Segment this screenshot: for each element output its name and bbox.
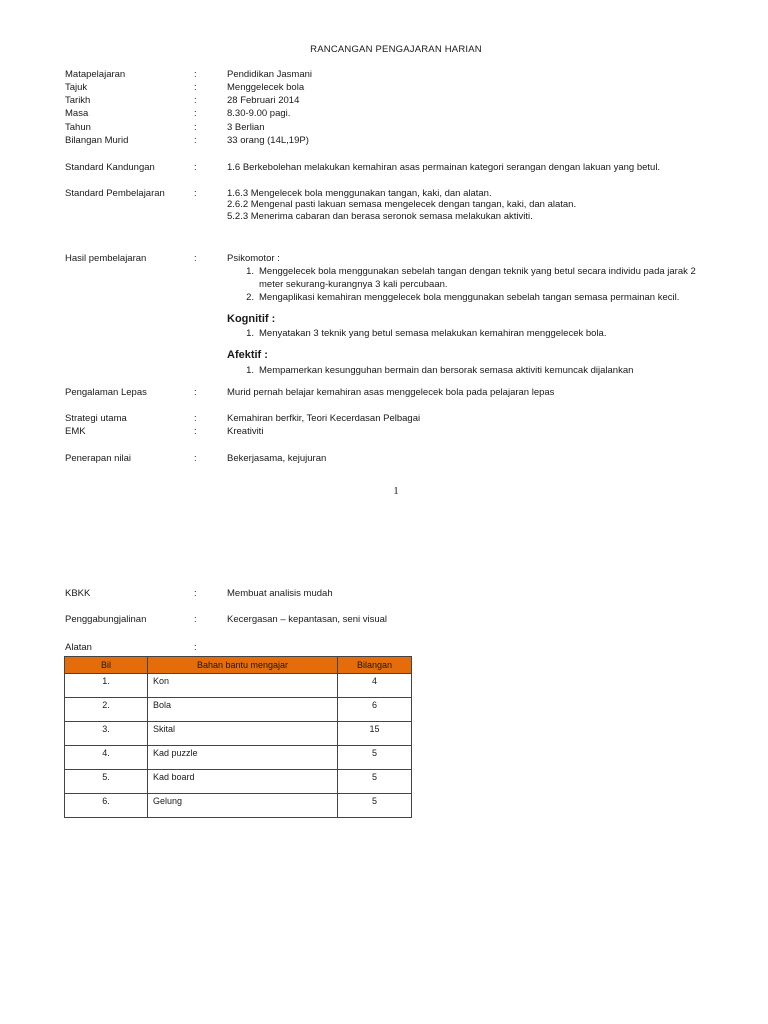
list-number: 1. xyxy=(246,365,254,376)
psikomotor-item: Menggelecek bola menggunakan sebelah tangan dengan teknik yang betul secara individu pada jarak 2 xyxy=(259,266,696,277)
standard-pembelajaran-line: 5.2.3 Menerima cabaran dan berasa seronok semasa melakukan aktiviti. xyxy=(227,211,533,222)
value-masa: 8.30-9.00 pagi. xyxy=(227,108,291,119)
table-cell-bilangan: 5 xyxy=(338,746,412,770)
page-title: RANCANGAN PENGAJARAN HARIAN xyxy=(310,44,482,55)
psikomotor-heading: Psikomotor : xyxy=(227,253,280,264)
label-tarikh: Tarikh xyxy=(65,95,91,106)
list-number: 2. xyxy=(246,292,254,303)
table-cell-bil: 6. xyxy=(65,794,148,818)
label-alatan: Alatan xyxy=(65,642,92,653)
value-penggabungjalinan: Kecergasan – kepantasan, seni visual xyxy=(227,614,388,625)
colon: : xyxy=(194,642,197,653)
colon: : xyxy=(194,122,197,133)
list-number: 1. xyxy=(246,328,254,339)
table-cell-bahan: Kad board xyxy=(148,770,338,794)
table-cell-bilangan: 15 xyxy=(338,722,412,746)
psikomotor-item: Mengaplikasi kemahiran menggelecek bola menggunakan sebelah tangan semasa permainan kecil. xyxy=(259,292,680,303)
label-emk: EMK xyxy=(65,426,86,437)
label-kbkk: KBKK xyxy=(65,588,91,599)
table-cell-bil: 5. xyxy=(65,770,148,794)
colon: : xyxy=(194,108,197,119)
value-penerapan-nilai: Bekerjasama, kejujuran xyxy=(227,453,327,464)
label-strategi-utama: Strategi utama xyxy=(65,413,127,424)
table-cell-bil: 3. xyxy=(65,722,148,746)
table-cell-bil: 2. xyxy=(65,698,148,722)
kognitif-heading: Kognitif : xyxy=(227,313,276,325)
table-row xyxy=(65,698,412,722)
table-cell-bil: 1. xyxy=(65,674,148,698)
table-header-bilangan: Bilangan xyxy=(338,657,412,674)
alatan-table xyxy=(64,656,412,818)
colon: : xyxy=(194,426,197,437)
label-tahun: Tahun xyxy=(65,122,91,133)
colon: : xyxy=(194,253,197,264)
colon: : xyxy=(194,413,197,424)
table-row xyxy=(65,794,412,818)
standard-pembelajaran-line: 2.6.2 Mengenal pasti lakuan semasa mengelecek dengan tangan, kaki, dan alatan. xyxy=(227,199,577,210)
label-matapelajaran: Matapelajaran xyxy=(65,69,126,80)
table-row xyxy=(65,674,412,698)
colon: : xyxy=(194,453,197,464)
label-masa: Masa xyxy=(65,108,89,119)
label-bilangan-murid: Bilangan Murid xyxy=(65,135,129,146)
page-number: 1 xyxy=(393,485,399,497)
table-cell-bil: 4. xyxy=(65,746,148,770)
table-row xyxy=(65,770,412,794)
value-tahun: 3 Berlian xyxy=(227,122,265,133)
colon: : xyxy=(194,82,197,93)
value-strategi-utama: Kemahiran berfkir, Teori Kecerdasan Pelbagai xyxy=(227,413,421,424)
value-pengalaman-lepas: Murid pernah belajar kemahiran asas menggelecek bola pada pelajaran lepas xyxy=(227,387,555,398)
table-cell-bahan: Gelung xyxy=(148,794,338,818)
value-emk: Kreativiti xyxy=(227,426,264,437)
label-tajuk: Tajuk xyxy=(65,82,88,93)
label-standard-pembelajaran: Standard Pembelajaran xyxy=(65,188,165,199)
colon: : xyxy=(194,387,197,398)
value-matapelajaran: Pendidikan Jasmani xyxy=(227,69,313,80)
afektif-item: Mempamerkan kesungguhan bermain dan bersorak semasa aktiviti kemuncak dijalankan xyxy=(259,365,634,376)
colon: : xyxy=(194,162,197,173)
label-penerapan-nilai: Penerapan nilai xyxy=(65,453,132,464)
colon: : xyxy=(194,588,197,599)
table-cell-bilangan: 5 xyxy=(338,770,412,794)
table-row xyxy=(65,722,412,746)
table-cell-bahan: Kon xyxy=(148,674,338,698)
table-header-bil: Bil xyxy=(65,657,148,674)
label-penggabungjalinan: Penggabungjalinan xyxy=(65,614,147,625)
psikomotor-item: meter sekurang-kurangnya 3 kali percubaan. xyxy=(259,279,448,290)
table-cell-bahan: Bola xyxy=(148,698,338,722)
value-tarikh: 28 Februari 2014 xyxy=(227,95,300,106)
table-cell-bilangan: 6 xyxy=(338,698,412,722)
table-row xyxy=(65,746,412,770)
kognitif-item: Menyatakan 3 teknik yang betul semasa melakukan kemahiran menggelecek bola. xyxy=(259,328,607,339)
table-header-row xyxy=(65,657,412,674)
colon: : xyxy=(194,188,197,199)
table-header-bahan: Bahan bantu mengajar xyxy=(148,657,338,674)
colon: : xyxy=(194,95,197,106)
table-cell-bahan: Skital xyxy=(148,722,338,746)
colon: : xyxy=(194,69,197,80)
table-cell-bilangan: 5 xyxy=(338,794,412,818)
label-hasil-pembelajaran: Hasil pembelajaran xyxy=(65,253,147,264)
afektif-heading: Afektif : xyxy=(227,349,268,361)
table-cell-bahan: Kad puzzle xyxy=(148,746,338,770)
standard-pembelajaran-line: 1.6.3 Mengelecek bola menggunakan tangan, kaki, dan alatan. xyxy=(227,188,492,199)
value-bilangan-murid: 33 orang (14L,19P) xyxy=(227,135,309,146)
colon: : xyxy=(194,135,197,146)
list-number: 1. xyxy=(246,266,254,277)
colon: : xyxy=(194,614,197,625)
value-standard-kandungan: 1.6 Berkebolehan melakukan kemahiran asas permainan kategori serangan dengan lakuan yang betul. xyxy=(227,162,661,173)
value-tajuk: Menggelecek bola xyxy=(227,82,305,93)
table-cell-bilangan: 4 xyxy=(338,674,412,698)
label-pengalaman-lepas: Pengalaman Lepas xyxy=(65,387,147,398)
label-standard-kandungan: Standard Kandungan xyxy=(65,162,155,173)
value-kbkk: Membuat analisis mudah xyxy=(227,588,333,599)
